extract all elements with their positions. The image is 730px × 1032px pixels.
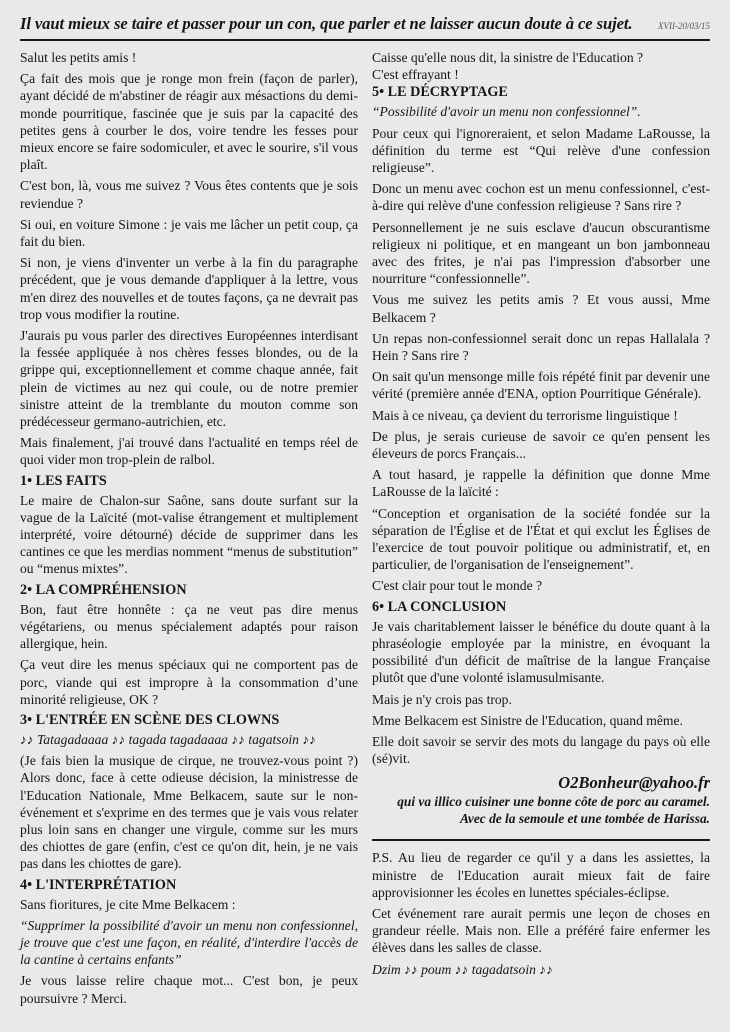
page-header [20,14,710,41]
signature-line: Avec de la semoule et une tombée de Harissa. [459,811,710,827]
paragraph: C'est clair pour tout le monde ? [372,578,543,594]
paragraph: (Je fais bien la musique de cirque, ne trouvez-vous point ?) Alors donc, face à cette odieuse décision, la ministresse de l'Education Nationale, Mme Belkacem, saute sur le non-événement et s'exprime en des termes que je vais vous relater plus loin sans en changer une virgule, comme sur les murs des chiottes de gare (enfin, c'est ce qu'on dit, hein, je ne vais pas dans les chiottes de gare). [20,753,358,872]
right-column [372,49,710,1011]
section-heading-decryptage: 5• LE DÉCRYPTAGE [372,84,508,101]
greeting: Salut les petits amis ! [20,50,137,65]
quote: “Supprimer la possibilité d'avoir un menu non confessionnel, je trouve que c'est une façon, en réalité, d'interdire l'accès de la cantine à certains enfants” [20,917,358,968]
section-heading-clowns: 3• L'ENTRÉE EN SCÈNE DES CLOWNS [20,711,280,728]
paragraph: Bon, faut être honnête : ça ne veut pas dire menus végétariens, ou menus spécialement adaptés pour raison allergique, hein. [20,601,358,652]
paragraph: Je vais charitablement laisser le bénéfice du doute quant à la phraséologie employée par la ministre, en évoquant la possibilité d'un déficit de maîtrise de la langue Française plutôt que d'une volonté islamusulmisante. [372,618,710,686]
paragraph: Mme Belkacem est Sinistre de l'Education, quand même. [372,712,683,728]
section-heading-conclusion: 6• LA CONCLUSION [372,598,507,615]
paragraph: J'aurais pu vous parler des directives Européennes interdisant la fessée appliquée à nos chères fesses blondes, ou de la grippe qui, exceptionnellement et comme chaque année, fait plein de victimes au nez qui coule, ou de notre premier sinistre atteint de la tremblante du mouton comme son prédécesseur germano-autrichien, etc. [20,328,358,430]
paragraph: Ça veut dire les menus spéciaux qui ne comportent pas de porc, viande qui est impropre à la consommation d’une minorité religieuse, OK ? [20,657,358,707]
postscript-paragraph: P.S. Au lieu de regarder ce qu'il y a dans les assiettes, la ministre de l'Education aurait mieux fait de faire approvisionner les écoles en lunettes spéciales-éclipse. [372,850,710,900]
music-line: Dzim ♪♪ poum ♪♪ tagadatsoin ♪♪ [372,961,553,977]
postscript [372,839,710,977]
paragraph: On sait qu'un mensonge mille fois répété finit par devenir une vérité (première année d'ENA, option Pourritique Générale). [372,369,710,402]
issue-reference: XVII-20/03/15 [658,21,710,31]
paragraph: Le maire de Chalon-sur Saône, sans doute surfant sur la vague de la Laïcité (mot-valise étrangement et multiplement interprété, voire détourné) décide de supprimer dans les cantines ce que les merdias nomment “menus de substitution” ou “menus mixtes”. [20,492,358,577]
paragraph: Mais finalement, j'ai trouvé dans l'actualité en temps réel de quoi vider mon trop-plein de ralbol. [20,435,358,468]
paragraph: Pour ceux qui l'ignoreraient, et selon Madame LaRousse, la définition du terme est “Qui relève d'une confession religieuse”. [372,125,710,176]
paragraph: C'est effrayant ! [372,67,459,83]
paragraph: Je vous laisse relire chaque mot... C'est bon, je peux poursuivre ? Merci. [20,973,358,1006]
section-heading-faits: 1• LES FAITS [20,472,107,489]
paragraph: Ça fait des mois que je ronge mon frein (façon de parler), ayant décidé de m'abstiner de réagir aux mésactions du demi-monde pourritique, fascinée que je suis par la capacité des petites gens à courber le dos, voire tendre les fesses pour mieux encore se faire sodomiculer, et avec le sourire, s'il vous plaît. [20,71,358,173]
left-column [20,49,358,1011]
paragraph: Caisse qu'elle nous dit, la sinistre de l'Education ? [372,50,644,65]
paragraph: Donc un menu avec cochon est un menu confessionnel, c'est-à-dire qui relève d'une confession religieuse ? Sans rire ? [372,181,710,214]
section-heading-comprehension: 2• LA COMPRÉHENSION [20,581,187,598]
paragraph: Elle doit savoir se servir des mots du langage du pays où elle (sé)vit. [372,733,710,767]
postscript-paragraph: Cet événement rare aurait permis une leçon de choses en grandeur réelle. Mais non. Elle a préféré faire enfermer les élèves dans les salles de classe. [372,905,710,956]
paragraph: Si non, je viens d'inventer un verbe à la fin du paragraphe précédent, que je vous demande d'appliquer à la lettre, vous m'en direz des nouvelles et de toutes façons, ça ne devrait pas trop vous modifier la routine. [20,255,358,322]
paragraph: Un repas non-confessionnel serait donc un repas Hallalala ? Hein ? Sans rire ? [372,330,710,364]
paragraph: C'est bon, là, vous me suivez ? Vous êtes contents que je sois reviendue ? [20,178,358,211]
quote: “Possibilité d'avoir un menu non confessionnel”. [372,104,641,120]
paragraph: Mais je n'y crois pas trop. [372,691,512,707]
definition-quote: “Conception et organisation de la société fondée sur la séparation de l'Église et de l'État et qui exclut les Églises de l'exercice de tout pouvoir politique ou administratif, et, en particulier, de l'organisation de l'enseignement”. [372,505,710,573]
section-heading-interpretation: 4• L'INTERPRÉTATION [20,876,177,893]
signature-block [372,773,710,827]
paragraph: Si oui, en voiture Simone : je vais me lâcher un petit coup, ça fait du bien. [20,216,358,250]
paragraph: Personnellement je ne suis esclave d'aucun obscurantisme religieux ni politique, et en mangeant un bon jambonneau avec des frites, je n'ai pas l'impression d'absorber une nourriture “confessionnelle”. [372,219,710,287]
signature-line: qui va illico cuisiner une bonne côte de porc au caramel. [397,794,710,810]
paragraph: Vous me suivez les petits amis ? Et vous aussi, Mme Belkacem ? [372,292,710,325]
paragraph: Mais à ce niveau, ça devient du terrorisme linguistique ! [372,407,678,423]
paragraph: De plus, je serais curieuse de savoir ce qu'en pensent les éleveurs de porcs Français... [372,428,710,462]
page-title: Il vaut mieux se taire et passer pour un con, que parler et ne laisser aucun doute à ce sujet. [20,14,633,33]
article-columns [20,49,710,1011]
paragraph: A tout hasard, je rappelle la définition que donne Mme LaRousse de la laïcité : [372,467,710,500]
paragraph: Sans fioritures, je cite Mme Belkacem : [20,896,236,912]
music-line: ♪♪ Tatagadaaaa ♪♪ tagada tagadaaaa ♪♪ tagatsoin ♪♪ [20,731,316,747]
author-email: O2Bonheur@yahoo.fr [558,773,710,793]
